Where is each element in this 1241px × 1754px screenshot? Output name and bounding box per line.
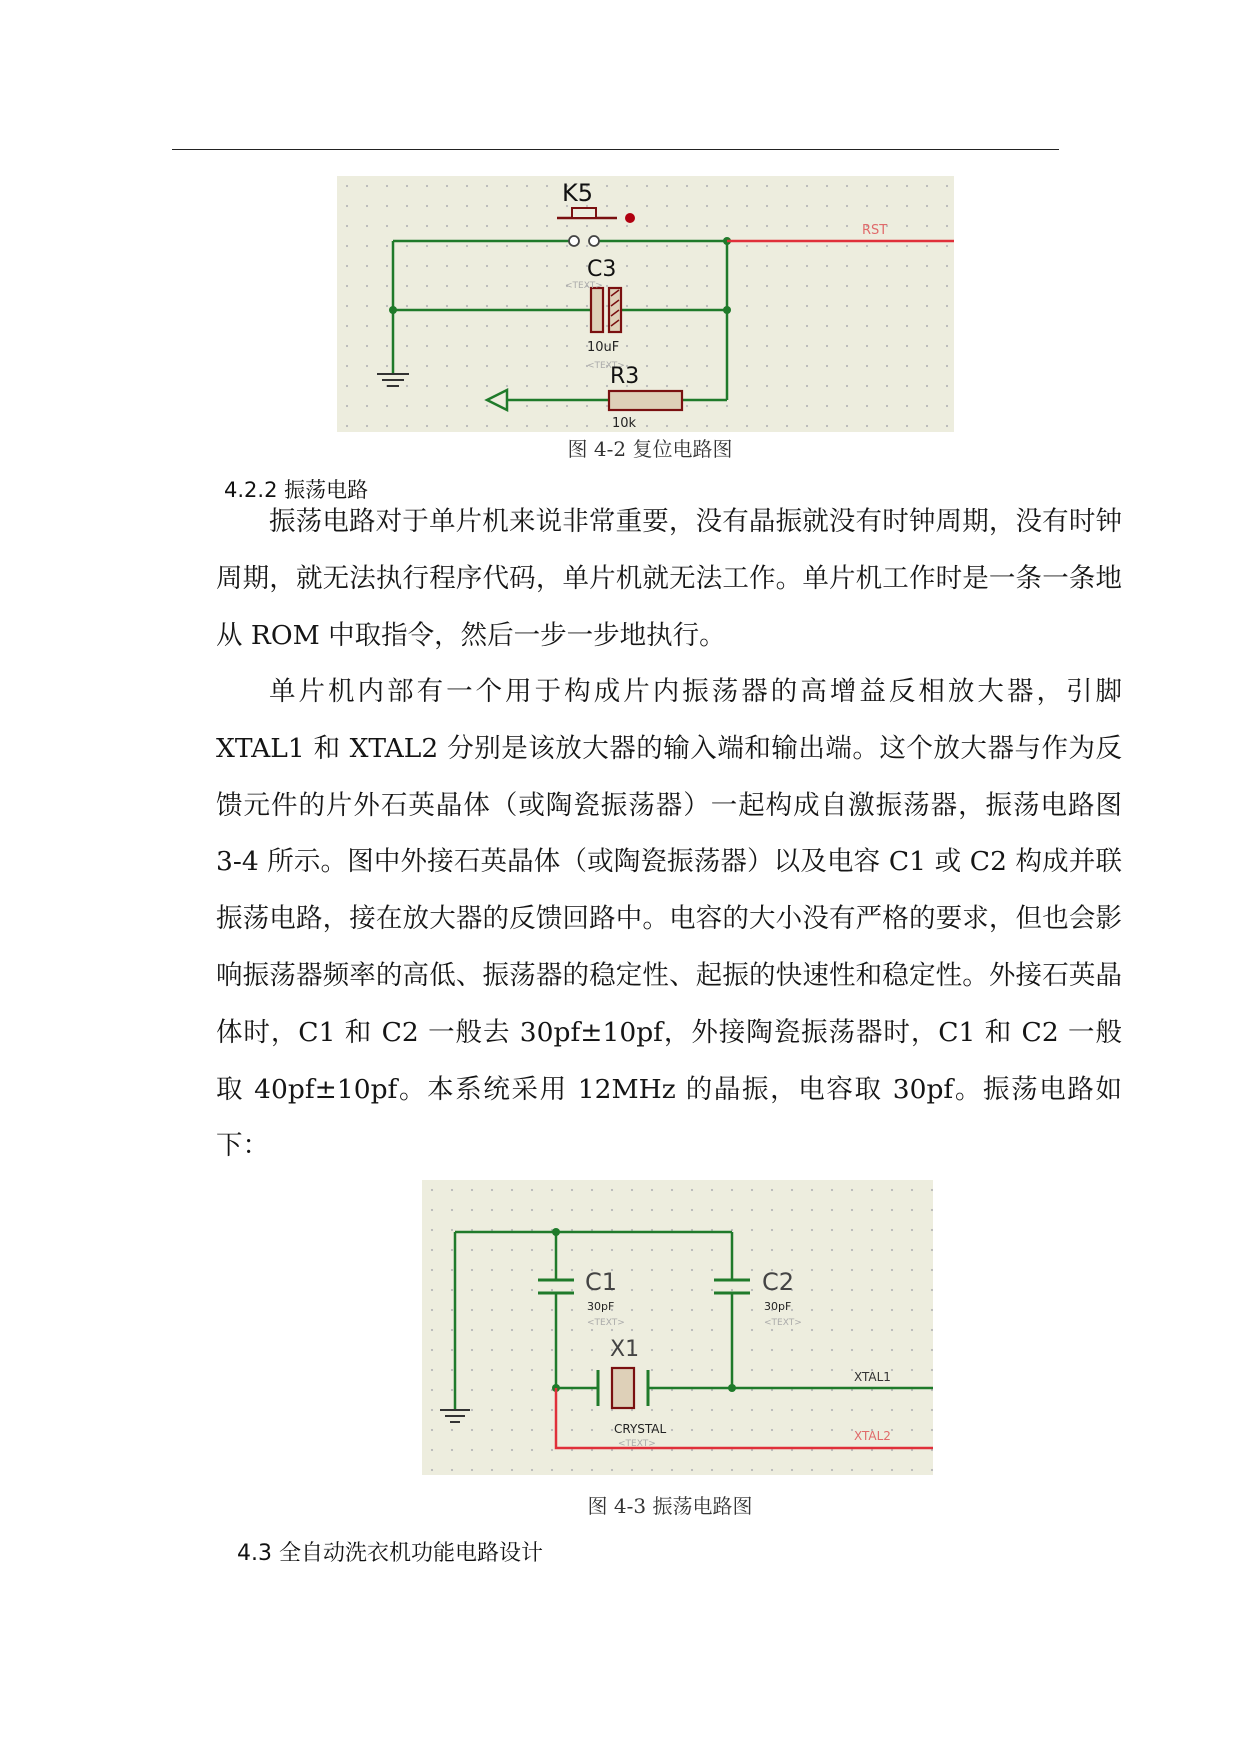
reset-circuit-schematic xyxy=(337,176,954,432)
c1-value: 30pF xyxy=(587,1300,615,1313)
header-rule xyxy=(172,149,1059,150)
junction-dot xyxy=(389,306,397,314)
c3-label: C3 xyxy=(587,257,617,282)
figure1-caption: 图 4-2 复位电路图 xyxy=(567,437,733,461)
next-section-heading: 4.3 全自动洗衣机功能电路设计 xyxy=(237,1541,543,1566)
figure2-caption: 图 4-3 振荡电路图 xyxy=(587,1494,753,1518)
r3-text-placeholder: <TEXT> xyxy=(587,361,625,371)
c3-value: 10uF xyxy=(587,340,620,355)
oscillator-circuit-schematic xyxy=(422,1180,933,1475)
k5-label: K5 xyxy=(562,179,594,207)
reset-circuit-figure xyxy=(337,176,954,432)
x1-label: X1 xyxy=(610,1337,640,1362)
r3-value: 10k xyxy=(612,416,637,431)
c2-label: C2 xyxy=(762,1268,795,1296)
xtal2-label: XTAL2 xyxy=(854,1429,891,1443)
crystal-value: CRYSTAL xyxy=(614,1422,667,1436)
r3-label: R3 xyxy=(610,364,640,389)
xtal1-label: XTAL1 xyxy=(854,1370,891,1384)
junction-dot xyxy=(728,1384,736,1392)
crystal-text-placeholder: <TEXT> xyxy=(618,1439,656,1449)
c2-value: 30pF xyxy=(764,1300,792,1313)
c2-text-placeholder: <TEXT> xyxy=(764,1318,802,1328)
section-heading: 4.2.2 振荡电路 xyxy=(224,478,369,502)
c3-text-placeholder: <TEXT> xyxy=(565,281,603,291)
c1-label: C1 xyxy=(585,1268,618,1296)
resistor xyxy=(609,391,682,410)
rst-label: RST xyxy=(862,223,888,238)
paragraph-2: 单片机内部有一个用于构成片内振荡器的高增益反相放大器，引脚 XTAL1 和 XTAL2 分别是该放大器的输入端和输出端。这个放大器与作为反馈元件的片外石英晶体（或陶瓷振荡器）一起构成自激振荡器，振荡电路图 3-4 所示。图中外接石英晶体（或陶瓷振荡器）以及电容 C1 或 C2 构成并联振荡电路，接在放大器的反馈回路中。电容的大小没有严格的要求，但也会影响振荡器频率的高低、振荡器的稳定性、起振的快速性和稳定性。外接石英晶体时，C1 和 C2 一般去 30pf±10pf，外接陶瓷振荡器时，C1 和 C2 一般取 40pf±10pf。本系统采用 12MHz 的晶振，电容取 30pf。振荡电路如下： xyxy=(216,676,1122,1162)
junction-dot xyxy=(723,306,731,314)
c1-text-placeholder: <TEXT> xyxy=(587,1318,625,1328)
oscillator-circuit-figure xyxy=(422,1180,933,1475)
junction-dot xyxy=(552,1228,560,1236)
paragraph-1: 振荡电路对于单片机来说非常重要，没有晶振就没有时钟周期，没有时钟周期，就无法执行程序代码，单片机就无法工作。单片机工作时是一条一条地从 ROM 中取指令，然后一步一步地执行。 xyxy=(216,506,1122,651)
